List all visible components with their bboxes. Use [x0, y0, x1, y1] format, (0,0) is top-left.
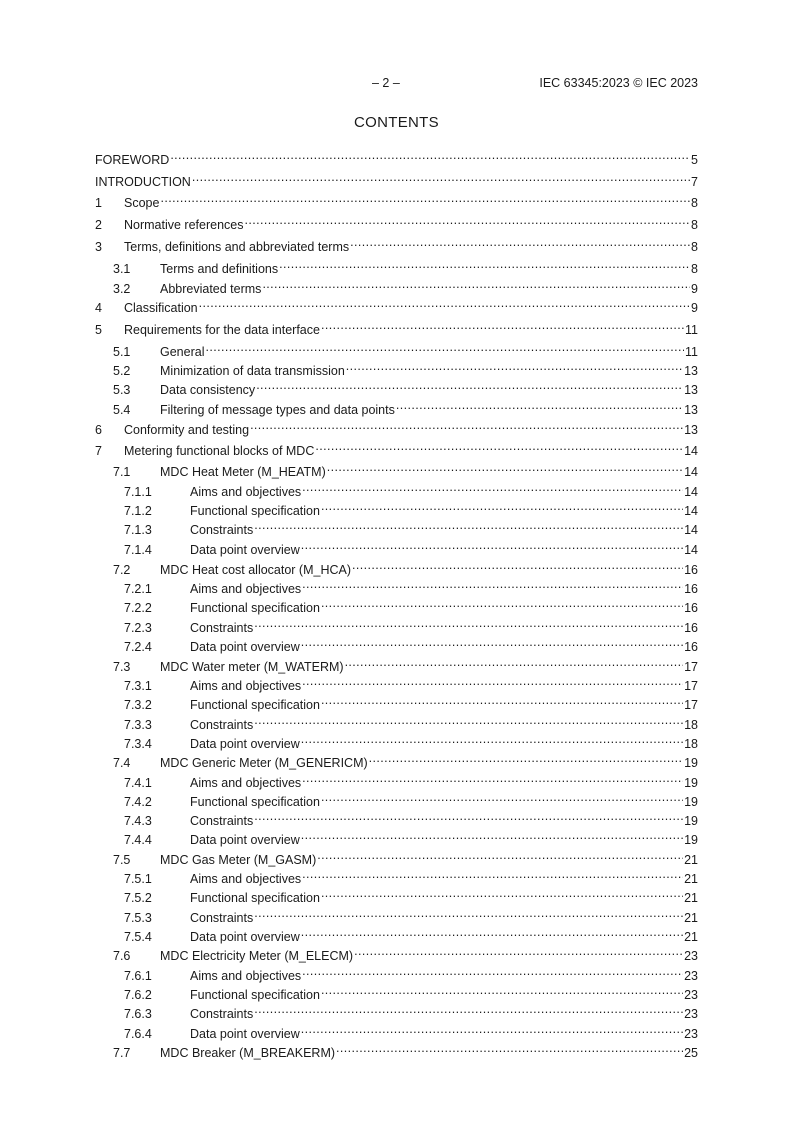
toc-dot-leader: [346, 357, 683, 375]
toc-entry[interactable]: [95, 594, 698, 615]
toc-dot-leader: [170, 146, 690, 164]
toc-entry[interactable]: [95, 168, 698, 189]
toc-entry-page: 13: [684, 364, 698, 378]
toc-dot-leader: [301, 1020, 683, 1038]
toc-entry-title: MDC Heat cost allocator (M_HCA): [160, 563, 352, 577]
toc-entry-number: 7.6.1: [124, 969, 152, 983]
toc-dot-leader: [256, 376, 683, 394]
toc-entry-number: 7.1: [113, 465, 131, 479]
toc-dot-leader: [254, 807, 683, 825]
toc-entry-page: 17: [684, 698, 698, 712]
toc-entry-page: 19: [684, 814, 698, 828]
toc-entry-page: 8: [691, 240, 698, 254]
toc-dot-leader: [250, 416, 683, 434]
toc-entry[interactable]: [95, 458, 698, 479]
toc-entry-title: Functional specification: [190, 891, 320, 905]
toc-entry[interactable]: [95, 962, 698, 983]
toc-entry-number: 7.6.4: [124, 1027, 152, 1041]
toc-entry-title: Minimization of data transmission: [160, 364, 345, 378]
toc-entry-title: Data point overview: [190, 833, 300, 847]
toc-entry-number: 5: [95, 323, 102, 337]
toc-entry[interactable]: [95, 653, 698, 674]
toc-entry-page: 21: [684, 911, 698, 925]
toc-entry-page: 9: [691, 282, 698, 296]
toc-entry-page: 21: [684, 872, 698, 886]
toc-entry[interactable]: [95, 807, 698, 828]
toc-entry-page: 18: [684, 718, 698, 732]
toc-dot-leader: [301, 826, 683, 844]
toc-entry-number: 7.5.1: [124, 872, 152, 886]
toc-dot-leader: [302, 478, 683, 496]
toc-entry-number: 7.6: [113, 949, 131, 963]
toc-entry[interactable]: [95, 536, 698, 557]
toc-entry-page: 14: [684, 444, 698, 458]
toc-entry-number: 7.3.4: [124, 737, 152, 751]
toc-entry[interactable]: [95, 1000, 698, 1021]
toc-entry[interactable]: [95, 749, 698, 770]
toc-entry-page: 16: [684, 601, 698, 615]
toc-entry-number: 7.3: [113, 660, 131, 674]
toc-entry-title: Aims and objectives: [190, 679, 302, 693]
toc-entry-page: 8: [691, 262, 698, 276]
toc-entry-title: MDC Electricity Meter (M_ELECM): [160, 949, 354, 963]
toc-entry-number: 7.4.3: [124, 814, 152, 828]
toc-entry-number: 7.3.3: [124, 718, 152, 732]
toc-entry[interactable]: [95, 437, 698, 458]
toc-entry-number: 3.1: [113, 262, 131, 276]
toc-entry-number: 3.2: [113, 282, 131, 296]
toc-entry-number: 7.2.2: [124, 601, 152, 615]
toc-entry[interactable]: [95, 1020, 698, 1041]
toc-entry-number: 5.3: [113, 383, 131, 397]
toc-entry-number: 5.1: [113, 345, 131, 359]
toc-entry[interactable]: [95, 338, 698, 359]
toc-entry-page: 9: [691, 301, 698, 315]
toc-entry-page: 8: [691, 196, 698, 210]
toc-entry-page: 11: [685, 345, 698, 359]
toc-entry-title: MDC Heat Meter (M_HEATM): [160, 465, 326, 479]
toc-entry[interactable]: [95, 884, 698, 905]
toc-entry-title: Data point overview: [190, 930, 300, 944]
toc-entry-page: 23: [684, 988, 698, 1002]
toc-entry-title: Aims and objectives: [190, 776, 302, 790]
toc-entry[interactable]: [95, 981, 698, 1002]
toc-dot-leader: [321, 788, 683, 806]
toc-entry-title: Filtering of message types and data points: [160, 403, 395, 417]
toc-entry-number: 1: [95, 196, 102, 210]
toc-dot-leader: [350, 233, 690, 251]
toc-entry-number: 7.3.2: [124, 698, 152, 712]
toc-entry-number: 7: [95, 444, 102, 458]
toc-entry-number: 7.5.4: [124, 930, 152, 944]
toc-entry-title: Constraints: [190, 523, 254, 537]
toc-entry[interactable]: [95, 294, 698, 315]
toc-entry-title: Constraints: [190, 1007, 254, 1021]
toc-dot-leader: [302, 575, 683, 593]
toc-entry-title: General: [160, 345, 205, 359]
toc-entry[interactable]: [95, 826, 698, 847]
toc-entry-title: Functional specification: [190, 795, 320, 809]
toc-entry-page: 23: [684, 949, 698, 963]
toc-entry-number: 7.5.3: [124, 911, 152, 925]
toc-entry-title: MDC Gas Meter (M_GASM): [160, 853, 317, 867]
toc-dot-leader: [352, 556, 683, 574]
toc-dot-leader: [327, 458, 683, 476]
toc-entry-page: 21: [684, 930, 698, 944]
toc-entry-title: Constraints: [190, 718, 254, 732]
toc-entry-page: 8: [691, 218, 698, 232]
toc-entry-title: Requirements for the data interface: [124, 323, 320, 337]
toc-dot-leader: [301, 536, 683, 554]
toc-entry-title: Constraints: [190, 621, 254, 635]
toc-entry-number: 7.1.3: [124, 523, 152, 537]
toc-entry-page: 17: [684, 679, 698, 693]
toc-entry[interactable]: [95, 614, 698, 635]
toc-entry-title: Aims and objectives: [190, 872, 302, 886]
toc-entry-page: 14: [684, 543, 698, 557]
toc-entry-page: 17: [684, 660, 698, 674]
toc-dot-leader: [254, 904, 683, 922]
toc-entry-page: 21: [684, 891, 698, 905]
toc-entry-title: Scope: [124, 196, 160, 210]
toc-entry-page: 19: [684, 833, 698, 847]
toc-entry-title: INTRODUCTION: [95, 175, 191, 189]
toc-dot-leader: [315, 437, 683, 455]
toc-entry-title: Metering functional blocks of MDC: [124, 444, 315, 458]
document-id: IEC 63345:2023 © IEC 2023: [539, 76, 698, 90]
toc-entry[interactable]: [95, 189, 698, 210]
toc-entry[interactable]: [95, 788, 698, 809]
toc-dot-leader: [254, 1000, 683, 1018]
toc-entry-title: Data point overview: [190, 543, 300, 557]
toc-entry[interactable]: [95, 923, 698, 944]
toc-entry[interactable]: [95, 1039, 698, 1060]
toc-entry[interactable]: [95, 233, 698, 254]
toc-entry[interactable]: [95, 904, 698, 925]
toc-dot-leader: [369, 749, 683, 767]
toc-entry-page: 19: [684, 756, 698, 770]
toc-entry-number: 7.4.4: [124, 833, 152, 847]
toc-entry-number: 7.1.4: [124, 543, 152, 557]
toc-entry[interactable]: [95, 516, 698, 537]
toc-entry-page: 13: [684, 383, 698, 397]
toc-entry-page: 14: [684, 485, 698, 499]
toc-dot-leader: [279, 255, 690, 273]
toc-dot-leader: [321, 316, 684, 334]
toc-dot-leader: [245, 211, 691, 229]
toc-entry-title: Aims and objectives: [190, 485, 302, 499]
toc-entry[interactable]: [95, 691, 698, 712]
toc-entry-title: Terms, definitions and abbreviated terms: [124, 240, 350, 254]
toc-entry-title: Functional specification: [190, 698, 320, 712]
toc-entry-title: MDC Breaker (M_BREAKERM): [160, 1046, 336, 1060]
toc-dot-leader: [321, 981, 683, 999]
toc-entry-title: Aims and objectives: [190, 969, 302, 983]
toc-entry-number: 7.6.2: [124, 988, 152, 1002]
toc-dot-leader: [254, 614, 683, 632]
toc-entry-page: 23: [684, 1027, 698, 1041]
toc-entry-page: 5: [691, 153, 698, 167]
toc-entry-title: Data point overview: [190, 1027, 300, 1041]
toc-entry[interactable]: [95, 146, 698, 167]
toc-dot-leader: [345, 653, 684, 671]
toc-dot-leader: [317, 846, 683, 864]
page-title: CONTENTS: [354, 114, 439, 131]
toc-entry-title: FOREWORD: [95, 153, 170, 167]
toc-entry-number: 7.5: [113, 853, 131, 867]
toc-dot-leader: [205, 338, 684, 356]
toc-entry-title: Abbreviated terms: [160, 282, 262, 296]
toc-entry[interactable]: [95, 396, 698, 417]
toc-entry-page: 14: [684, 465, 698, 479]
toc-entry-number: 2: [95, 218, 102, 232]
toc-entry-title: Normative references: [124, 218, 244, 232]
toc-entry[interactable]: [95, 316, 698, 337]
toc-entry-title: Terms and definitions: [160, 262, 279, 276]
toc-entry-number: 7.2: [113, 563, 131, 577]
toc-entry[interactable]: [95, 357, 698, 378]
toc-entry[interactable]: [95, 275, 698, 296]
toc-dot-leader: [262, 275, 690, 293]
toc-entry-title: Conformity and testing: [124, 423, 250, 437]
toc-dot-leader: [321, 884, 683, 902]
toc-dot-leader: [321, 497, 683, 515]
toc-entry-title: MDC Generic Meter (M_GENERICM): [160, 756, 368, 770]
toc-dot-leader: [302, 865, 683, 883]
toc-entry-page: 19: [684, 776, 698, 790]
toc-entry-number: 7.4.1: [124, 776, 152, 790]
toc-entry-page: 11: [685, 323, 698, 337]
toc-entry-number: 6: [95, 423, 102, 437]
toc-entry-page: 16: [684, 640, 698, 654]
toc-entry-page: 14: [684, 504, 698, 518]
toc-dot-leader: [321, 691, 683, 709]
toc-entry-page: 16: [684, 582, 698, 596]
toc-entry-page: 19: [684, 795, 698, 809]
toc-dot-leader: [302, 962, 683, 980]
toc-entry[interactable]: [95, 633, 698, 654]
toc-entry[interactable]: [95, 478, 698, 499]
toc-entry-title: Aims and objectives: [190, 582, 302, 596]
toc-dot-leader: [254, 711, 683, 729]
toc-dot-leader: [354, 942, 683, 960]
toc-entry[interactable]: [95, 769, 698, 790]
toc-entry[interactable]: [95, 211, 698, 232]
toc-entry-number: 7.4.2: [124, 795, 152, 809]
toc-entry[interactable]: [95, 255, 698, 276]
toc-entry-page: 21: [684, 853, 698, 867]
toc-entry-number: 7.3.1: [124, 679, 152, 693]
toc-entry-number: 7.2.4: [124, 640, 152, 654]
toc-entry[interactable]: [95, 497, 698, 518]
toc-entry-number: 7.1.1: [124, 485, 152, 499]
toc-dot-leader: [321, 594, 683, 612]
toc-entry-number: 5.2: [113, 364, 131, 378]
toc-dot-leader: [302, 672, 683, 690]
page-number: – 2 –: [372, 76, 400, 90]
toc-entry-number: 7.6.3: [124, 1007, 152, 1021]
toc-entry-page: 16: [684, 563, 698, 577]
toc-entry-number: 7.5.2: [124, 891, 152, 905]
toc-entry-page: 23: [684, 969, 698, 983]
toc-entry[interactable]: [95, 416, 698, 437]
toc-entry-title: Functional specification: [190, 988, 320, 1002]
toc-entry-title: MDC Water meter (M_WATERM): [160, 660, 344, 674]
toc-entry-page: 23: [684, 1007, 698, 1021]
toc-entry-title: Constraints: [190, 911, 254, 925]
toc-entry-page: 7: [691, 175, 698, 189]
toc-entry-number: 7.2.3: [124, 621, 152, 635]
toc-entry[interactable]: [95, 672, 698, 693]
toc-entry[interactable]: [95, 730, 698, 751]
toc-entry[interactable]: [95, 865, 698, 886]
toc-entry-title: Functional specification: [190, 601, 320, 615]
toc-entry-page: 25: [684, 1046, 698, 1060]
toc-dot-leader: [160, 189, 690, 207]
toc-entry-number: 7.2.1: [124, 582, 152, 596]
toc-entry[interactable]: [95, 846, 698, 867]
table-of-contents: [95, 0, 698, 1122]
toc-entry-title: Classification: [124, 301, 198, 315]
toc-entry-page: 16: [684, 621, 698, 635]
toc-entry-page: 13: [684, 423, 698, 437]
toc-dot-leader: [199, 294, 690, 312]
toc-dot-leader: [192, 168, 690, 186]
toc-entry-page: 18: [684, 737, 698, 751]
toc-dot-leader: [301, 923, 683, 941]
toc-entry[interactable]: [95, 711, 698, 732]
toc-entry-title: Constraints: [190, 814, 254, 828]
toc-dot-leader: [301, 633, 683, 651]
toc-entry-number: 7.1.2: [124, 504, 152, 518]
toc-entry[interactable]: [95, 942, 698, 963]
toc-dot-leader: [396, 396, 683, 414]
toc-dot-leader: [301, 730, 683, 748]
toc-entry[interactable]: [95, 575, 698, 596]
toc-entry-title: Data point overview: [190, 737, 300, 751]
toc-entry-page: 13: [684, 403, 698, 417]
toc-entry-number: 3: [95, 240, 102, 254]
toc-entry-number: 4: [95, 301, 102, 315]
toc-dot-leader: [336, 1039, 683, 1057]
toc-dot-leader: [302, 769, 683, 787]
toc-entry-title: Data point overview: [190, 640, 300, 654]
toc-entry-page: 14: [684, 523, 698, 537]
toc-dot-leader: [254, 516, 683, 534]
toc-entry-number: 7.7: [113, 1046, 131, 1060]
toc-entry[interactable]: [95, 556, 698, 577]
toc-entry-number: 5.4: [113, 403, 131, 417]
toc-entry[interactable]: [95, 376, 698, 397]
toc-entry-title: Functional specification: [190, 504, 320, 518]
toc-entry-title: Data consistency: [160, 383, 256, 397]
toc-entry-number: 7.4: [113, 756, 131, 770]
